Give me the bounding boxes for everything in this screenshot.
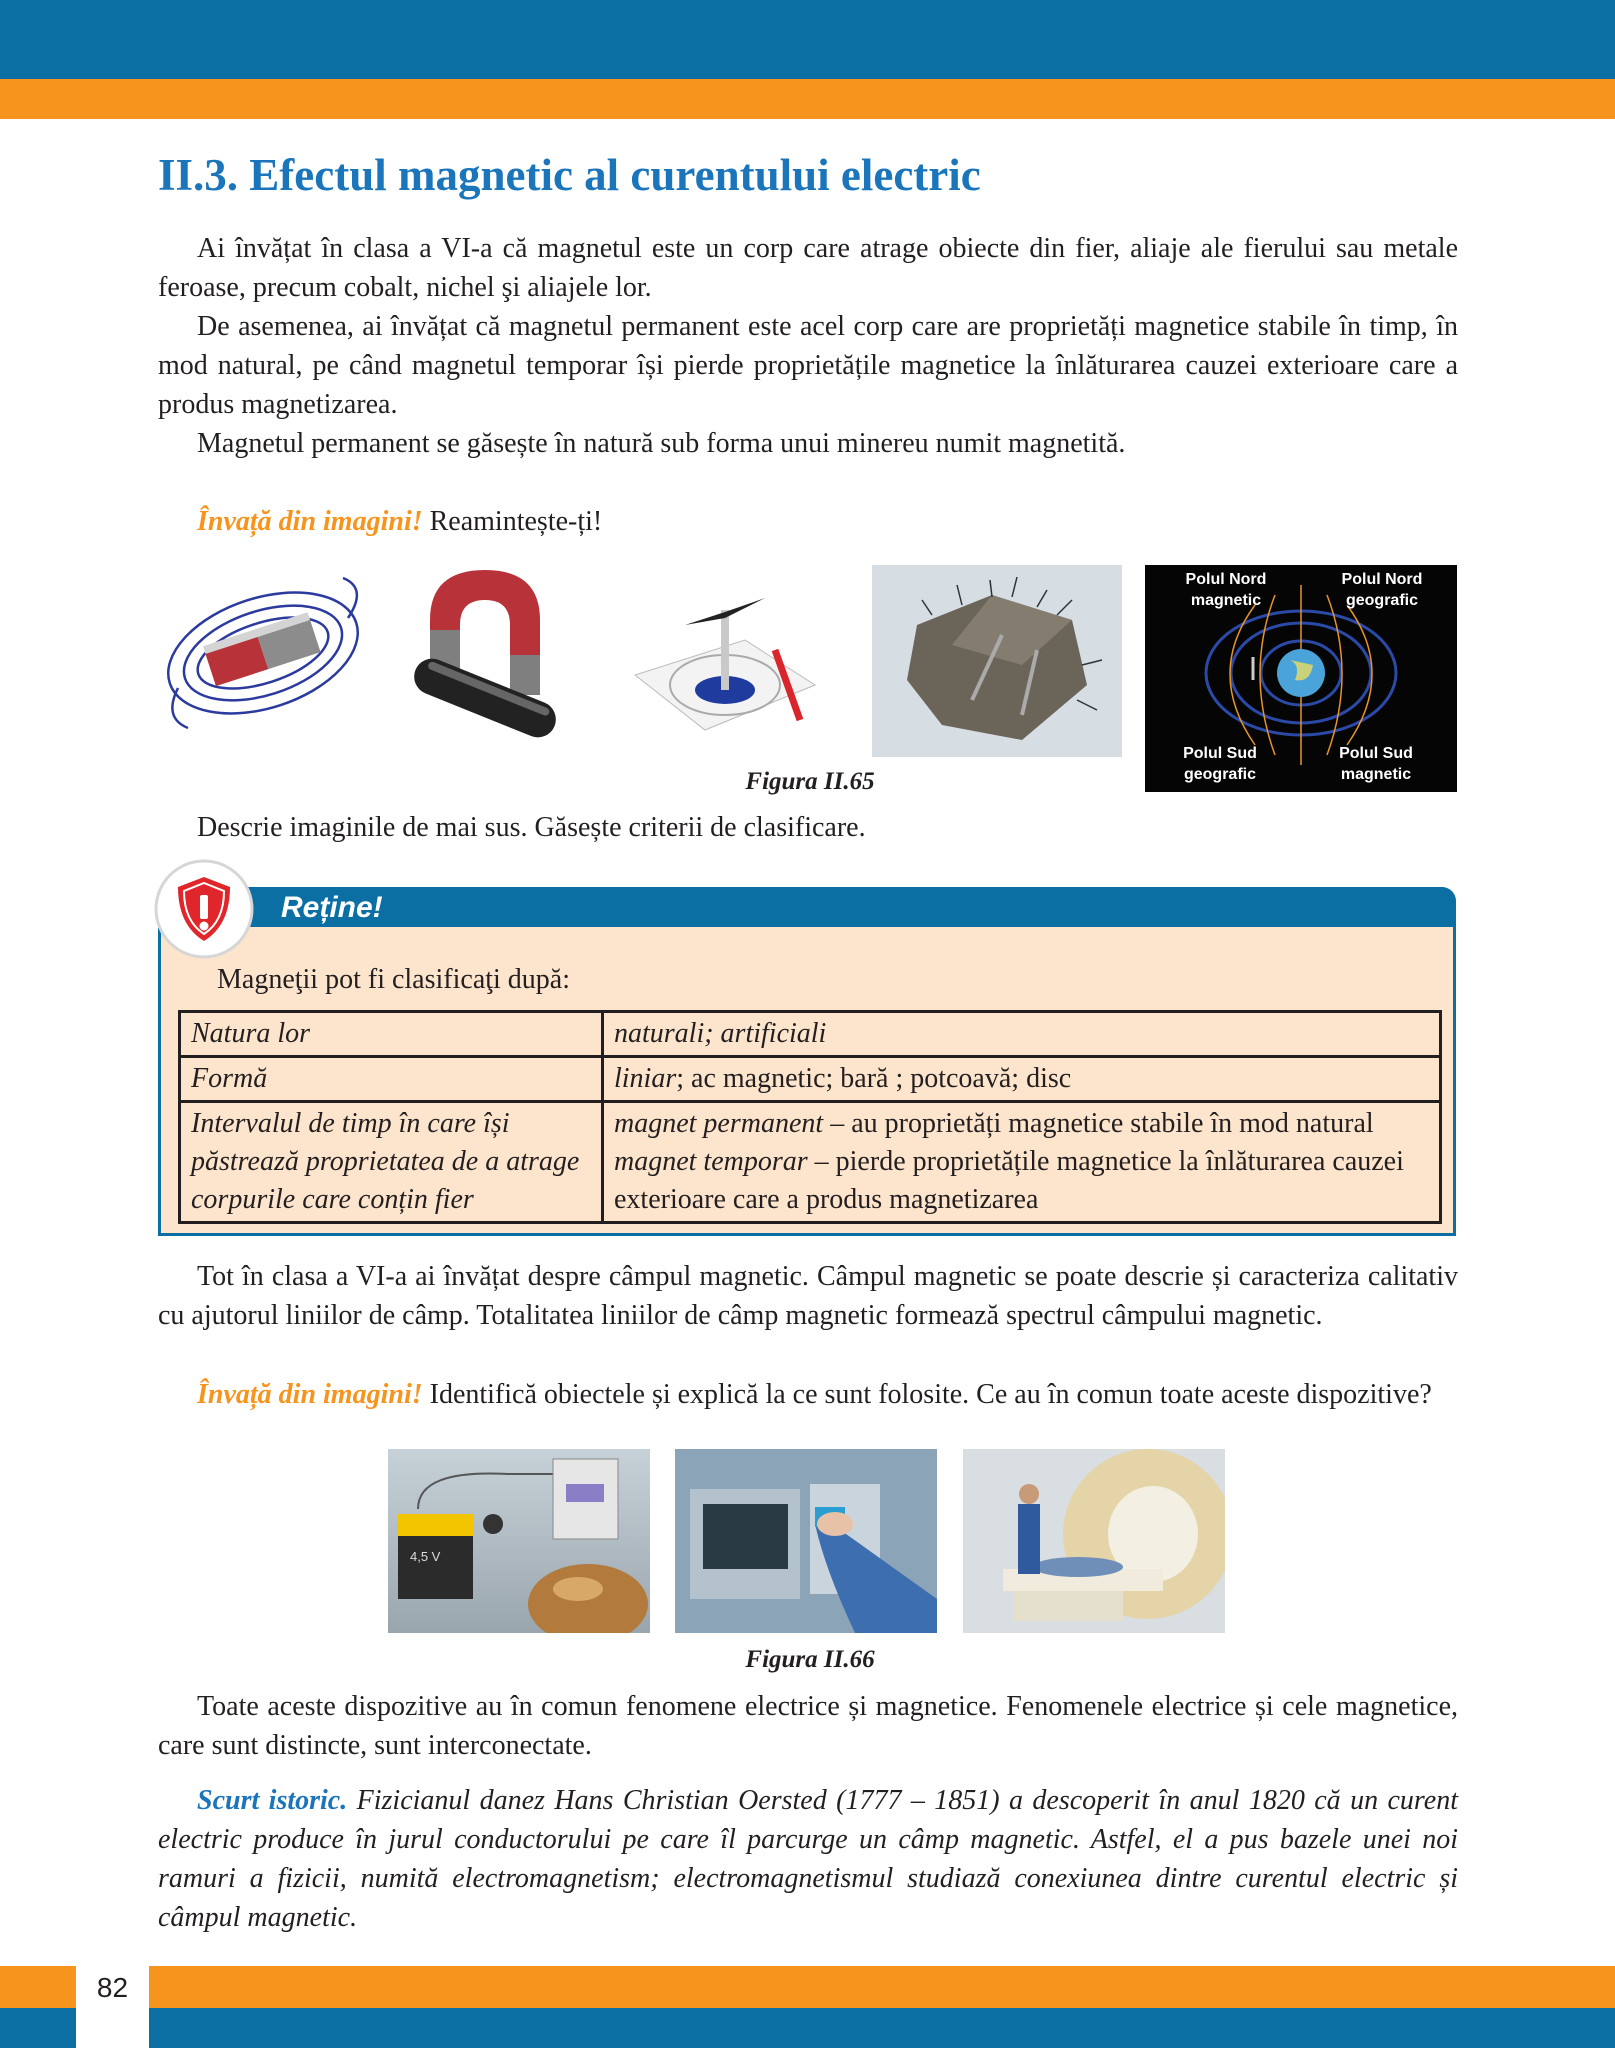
- battery-label: 4,5 V: [410, 1549, 441, 1564]
- atm-drawing: [675, 1449, 937, 1633]
- learn-prompt-1: [158, 502, 1458, 541]
- classification-table: [178, 1010, 1442, 1224]
- learn-prompt-2-lead: Învață din imagini!: [197, 1379, 423, 1410]
- table-cell-value: magnet permanent – au proprietăți magnetice stabile în mod natural magnet temporar – pierde proprietățile magnetice la înlăturarea cauzei exterioare care a produs magnetizarea: [603, 1102, 1441, 1223]
- earth-magnetic-field-image: [1145, 565, 1457, 792]
- learn-prompt-1-rest: Reamintește-ți!: [422, 506, 603, 537]
- footer-blue-bar: [0, 2008, 1615, 2048]
- retine-label: Reține!: [281, 891, 383, 924]
- label-north-magnetic: Polul Nord magnetic: [1185, 571, 1267, 609]
- learn-prompt-2-rest: Identifică obiectele și explică la ce sunt folosite. Ce au în comun toate aceste dispozitive?: [422, 1379, 1432, 1410]
- table-row: [180, 1057, 1441, 1102]
- retine-intro: Magneţii pot fi clasificaţi după:: [217, 964, 571, 995]
- mri-drawing: [963, 1449, 1225, 1633]
- label-south-magnetic: Polul Sud magnetic: [1339, 745, 1413, 783]
- table-cell-key: Natura lor: [180, 1012, 603, 1057]
- compass-needle-image: [625, 570, 825, 750]
- intro-paragraph-2: De asemenea, ai învățat că magnetul permanent este acel corp care are proprietăți magnetice stabile în timp, în mod natural, pe când magnetul temporar își pierde proprietățile magnetice la înlăturarea cauzei exterioare care a produs magnetizarea.: [158, 311, 1458, 420]
- page-number: 82: [96, 1972, 129, 2003]
- mri-scanner-image: [963, 1449, 1225, 1633]
- header-orange-bar: [0, 79, 1615, 119]
- table-cell-value: liniar; ac magnetic; bară ; potcoavă; disc: [603, 1057, 1441, 1102]
- bar-magnet-field-image: [158, 568, 368, 738]
- intro-paragraph-1: Ai învățat în clasa a VI-a că magnetul este un corp care atrage obiecte din fier, aliaje ale fierului sau metale feroase, precum cobalt, nichel şi aliajele lor.: [158, 233, 1458, 303]
- footer-orange-bar: [0, 1966, 1615, 2008]
- figure-caption-1: Figura II.65: [745, 768, 875, 795]
- history-text: Fizicianul danez Hans Christian Oersted (1777 – 1851) a descoperit în anul 1820 că un curent electric produce în jurul conductorului pe care îl parcurge un câmp magnetic. Astfel, el a pus bazele unei noi ramuri a fizicii, numită electromagnetism; electromagnetismul studiază conexiunea dintre curentul electric și câmpul magnetic.: [158, 1785, 1458, 1933]
- table-row: [180, 1012, 1441, 1057]
- describe-prompt: Descrie imaginile de mai sus. Găsește criterii de clasificare.: [197, 812, 866, 843]
- header-blue-bar: [0, 0, 1615, 79]
- horseshoe-magnet-image: [390, 560, 575, 760]
- table-row: [180, 1102, 1441, 1223]
- table-cell-key: Formă: [180, 1057, 603, 1102]
- figure-caption-2: Figura II.66: [745, 1646, 875, 1673]
- bell-circuit-drawing: [388, 1449, 650, 1633]
- atm-card-image: [675, 1449, 937, 1633]
- learn-prompt-2: [158, 1375, 1458, 1414]
- history-paragraph: [158, 1781, 1458, 1937]
- electric-bell-circuit-image: [388, 1449, 650, 1633]
- label-north-geographic: Polul Nord geografic: [1341, 571, 1423, 609]
- common-phenomena-paragraph: Toate aceste dispozitive au în comun fenomene electrice și magnetice. Fenomenele electrice și cele magnetice, care sunt distincte, sunt interconectate.: [158, 1691, 1458, 1761]
- page-title: II.3. Efectul magnetic al curentului electric: [158, 150, 981, 200]
- magnetite-ore-image: [872, 565, 1122, 757]
- label-south-geographic: Polul Sud geografic: [1183, 745, 1257, 783]
- learn-prompt-1-lead: Învață din imagini!: [197, 506, 423, 537]
- classification-table-wrap: [178, 1010, 1442, 1224]
- shield-warning-icon: [152, 857, 256, 961]
- table-cell-value: naturali; artificiali: [603, 1012, 1441, 1057]
- retine-box: [158, 887, 1456, 1236]
- table-cell-key: Intervalul de timp în care își păstrează proprietatea de a atrage corpurile care conțin fier: [180, 1102, 603, 1223]
- history-lead: Scurt istoric.: [197, 1785, 348, 1816]
- intro-paragraph-3: Magnetul permanent se găsește în natură sub forma unui minereu numit magnetită.: [197, 428, 1126, 459]
- magnetic-field-paragraph: Tot în clasa a VI-a ai învățat despre câmpul magnetic. Câmpul magnetic se poate descrie și caracteriza calitativ cu ajutorul liniilor de câmp. Totalitatea liniilor de câmp magnetic formează spectrul câmpului magnetic.: [158, 1261, 1458, 1331]
